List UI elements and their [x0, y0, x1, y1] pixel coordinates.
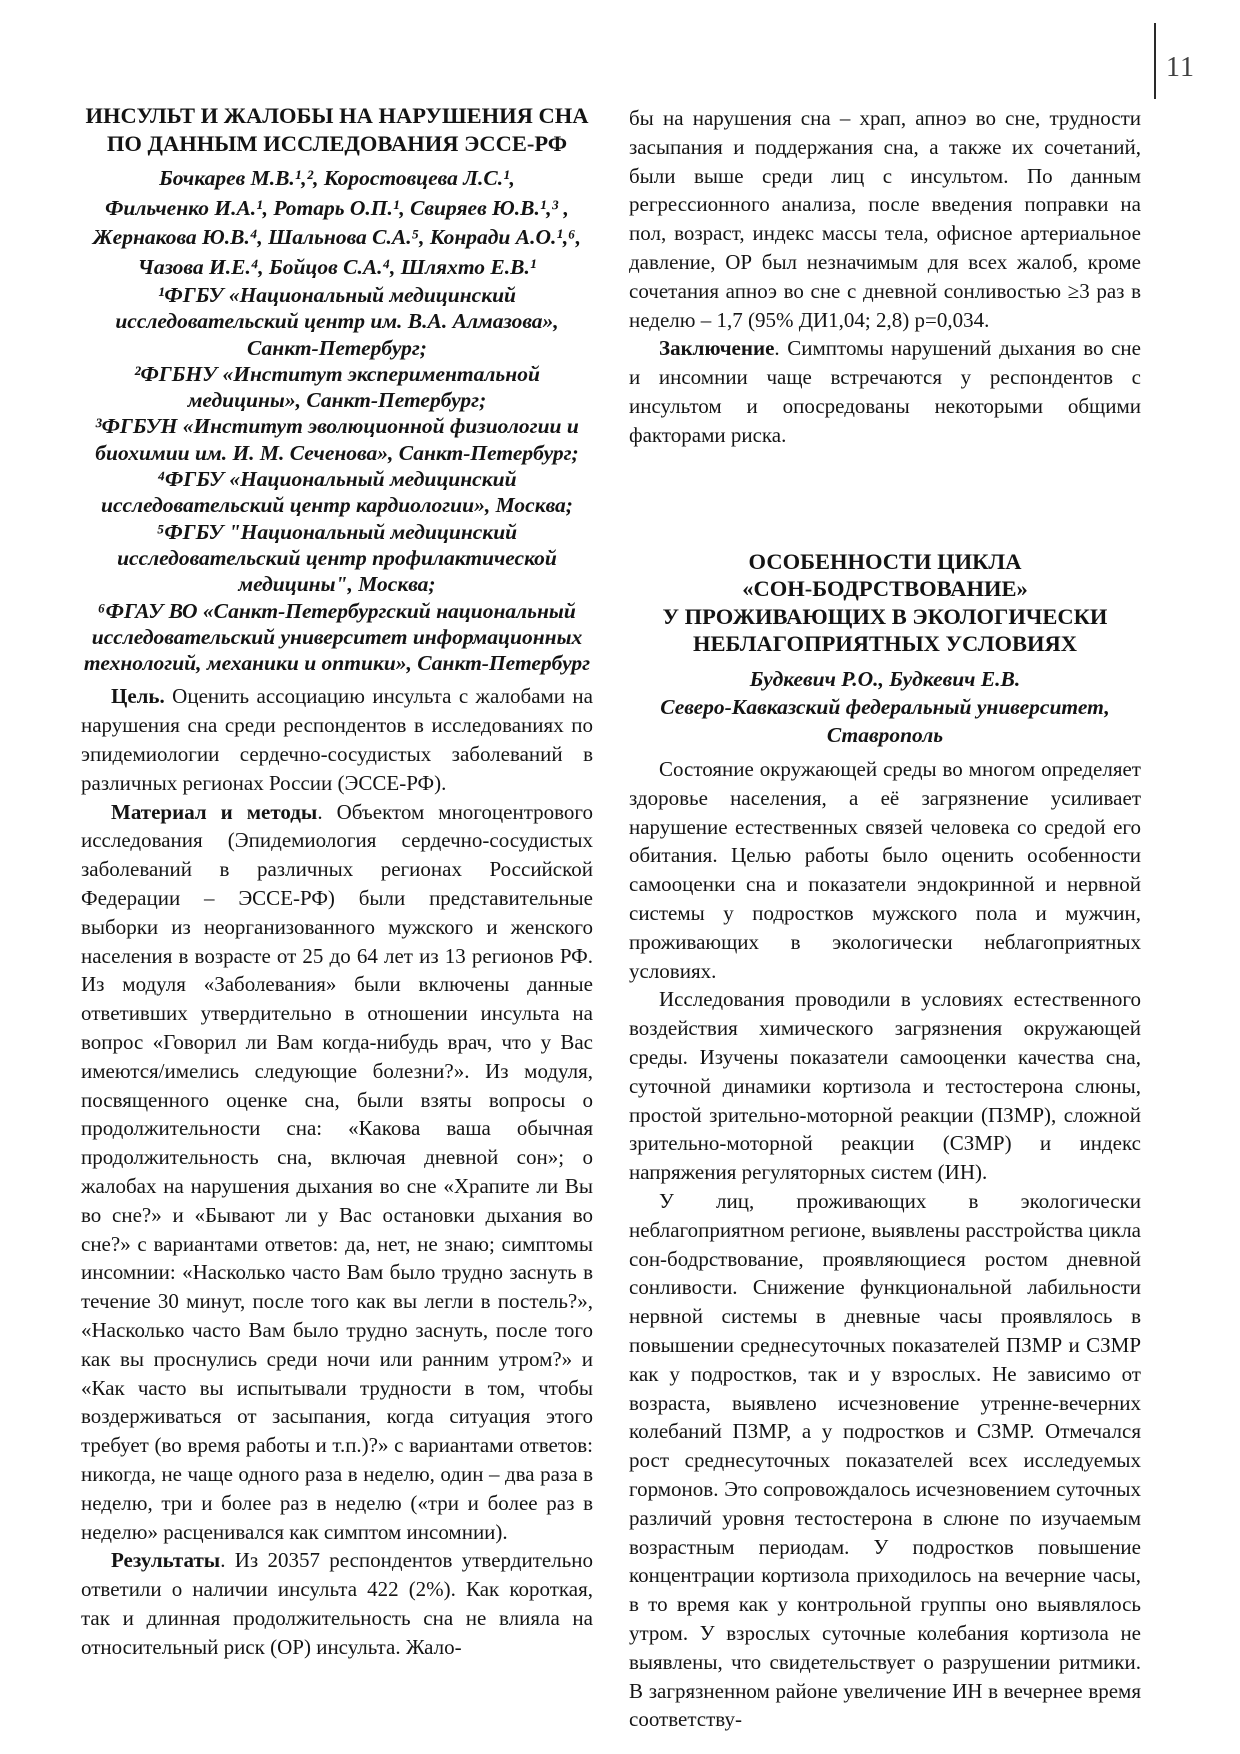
article2	[629, 548, 1141, 1735]
affiliation-5: ⁵ФГБУ "Национальный медицинский исследовательский центр профилактической медицины", Москва;	[117, 519, 557, 597]
results-text-left: . Из 20357 респондентов утвердительно ответили о наличии инсульта 422 (2%). Как короткая, так и длинная продолжительность сна не влияла на относительный риск (ОР) инсульта. Жало-	[81, 1548, 593, 1659]
article1-authors-line-1: Бочкарев М.В.¹,², Коростовцева Л.С.¹,	[159, 166, 515, 190]
affiliation-2: ²ФГБНУ «Институт экспериментальной медицины», Санкт-Петербург;	[134, 361, 540, 413]
article1-authors-line-4: Чазова И.Е.⁴, Бойцов С.А.⁴, Шляхто Е.В.¹	[137, 254, 537, 279]
affiliation-4: ⁴ФГБУ «Национальный медицинский исследовательский центр кардиологии», Москва;	[101, 467, 573, 518]
article2-title	[629, 548, 1141, 658]
conclusion-label: Заключение	[659, 336, 775, 361]
methods-paragraph	[81, 798, 593, 1547]
article1-title	[81, 102, 593, 157]
results-label: Результаты	[111, 1548, 221, 1573]
results-paragraph-continuation	[629, 104, 1141, 334]
page-number-divider	[1154, 23, 1156, 99]
article2-paragraph-2-text: Исследования проводили в условиях естественного воздействия химического загрязнения окружающей среды. Изучены показатели самооценки качества сна, суточной динамики кортизола и тестостерона слюны, простой зрительно-моторной реакции (ПЗМР), сложной зрительно-моторной реакции (СЗМР) и индекс напряжения регуляторных систем (ИН).	[629, 987, 1141, 1185]
article2-title-line-2: «СОН-БОДРСТВОВАНИЕ»	[742, 576, 1028, 602]
article2-paragraph-1-text: Состояние окружающей среды во многом определяет здоровье населения, а её загрязнение усиливает нарушение естественных связей человека со средой его обитания. Целью работы было оценить особенности самооценки сна и показатели эндокринной и нервной системы у подростков мужского пола и мужчин, проживающих в экологически неблагоприятных условиях.	[629, 757, 1141, 983]
article1-affiliations	[81, 282, 593, 676]
article2-title-line-3: У ПРОЖИВАЮЩИХ В ЭКОЛОГИЧЕСКИ	[662, 603, 1108, 629]
article2-paragraph-3	[629, 1187, 1141, 1734]
methods-text: . Объектом многоцентрового исследования (Эпидемиология сердечно-сосудистых заболеваний в различных регионах Российской Федерации – ЭССЕ-РФ) были представительные выборки из неорганизованного мужского и женского населения в возрасте от 25 до 64 лет из 13 регионов РФ. Из модуля «Заболевания» были включены данные ответивших утвердительно в отношении инсульта на вопрос «Говорил ли Вам когда-нибудь врач, что у Вас имеются/имелись следующие болезни?». Из модуля, посвященного оценке сна, были взяты вопросы о продолжительности сна: «Какова ваша обычная продолжительность сна, включая дневной сон»; о жалобах на нарушения дыхания во сне «Храпите ли Вы во сне?» и «Бывают ли у Вас остановки дыхания во сне?» с вариантами ответов: да, нет, не знаю; симптомы инсомнии: «Насколько часто Вам было трудно заснуть в течение 30 минут, после того как вы легли в постель?», «Насколько часто Вам было трудно заснуть, после того как вы проснулись среди ночи или ранним утром?» и «Как часто вы испытывали трудности в том, чтобы воздерживаться от засыпания, когда ситуация этого требует (во время работы и т.п.)?» с вариантами ответов: никогда, не чаще одного раза в неделю, один – два раза в неделю, три и более раз в неделю («три и более раз в неделю» расценивался как симптом инсомнии).	[81, 799, 593, 1544]
results-paragraph-left	[81, 1546, 593, 1661]
affiliation-3: ³ФГБУН «Институт эволюционной физиологии и биохимии им. И. М. Сеченова», Санкт-Петербург;	[95, 414, 579, 465]
goal-label: Цель.	[111, 684, 165, 709]
article2-title-line-4: НЕБЛАГОПРИЯТНЫХ УСЛОВИЯХ	[692, 631, 1078, 657]
affiliation-6: ⁶ФГАУ ВО «Санкт-Петербургский национальный исследовательский университет информационных технологий, механики и оптики», Санкт-Петербург	[83, 598, 591, 676]
article2-paragraph-3-text: У лиц, проживающих в экологически неблагоприятном регионе, выявлены расстройства цикла сон-бодрствование, проявляющиеся ростом дневной сонливости. Снижение функциональной лабильности нервной системы в дневные часы проявлялось в повышении среднесуточных показателей ПЗМР и СЗМР как у подростков, так и у взрослых. Не зависимо от возраста, выявлено исчезновение утренне-вечерних колебаний ПЗМР, а у подростков и СЗМР. Отмечался рост среднесуточных показателей всех исследуемых гормонов. Это сопровождалось исчезновением суточных различий уровня тестостерона в слюне по изучаемым возрастным периодам. У подростков повышение концентрации кортизола приходилось на вечерние часы, в то время как у контрольной группы оно выявлялось утром. У взрослых суточные колебания кортизола не выявлены, что свидетельствует о разрушении ритмики. В загрязненном районе увеличение ИН в вечернее время соответству-	[629, 1189, 1141, 1732]
left-column	[81, 0, 593, 1734]
page-number: 11	[1166, 52, 1195, 83]
article2-affiliation: Северо-Кавказский федеральный университет, Ставрополь	[660, 695, 1110, 747]
article1-authors	[81, 164, 593, 282]
article2-paragraph-2	[629, 985, 1141, 1187]
two-column-layout	[81, 0, 1141, 1734]
article1-authors-line-3: Жернакова Ю.В.⁴, Шальнова С.А.⁵, Конради А.О.¹,⁶,	[92, 225, 582, 249]
goal-text: Оценить ассоциацию инсульта с жалобами на нарушения сна среди респондентов в исследованиях по эпидемиологии сердечно-сосудистых заболеваний в различных регионах России (ЭССЕ-РФ).	[81, 684, 593, 795]
article1-authors-line-2: Фильченко И.А.¹, Ротарь О.П.¹, Свиряев Ю.В.¹,³ ,	[105, 195, 569, 220]
results-text-right: бы на нарушения сна – храп, апноэ во сне, трудности засыпания и поддержания сна, а также их сочетаний, были выше среди лиц с инсультом. По данным регрессионного анализа, после введения поправки на пол, возраст, индекс массы тела, офисное артериальное давление, ОР был незначимым для всех жалоб, кроме сочетания апноэ во сне с дневной сонливостью ≥3 раз в неделю – 1,7 (95% ДИ1,04; 2,8) p=0,034.	[629, 106, 1141, 332]
methods-label: Материал и методы	[111, 799, 318, 824]
affiliation-1: ¹ФГБУ «Национальный медицинский исследовательский центр им. В.А. Алмазова», Санкт-Петербург;	[115, 283, 559, 360]
article1-title-line-1: ИНСУЛЬТ И ЖАЛОБЫ НА НАРУШЕНИЯ СНА	[85, 103, 589, 128]
conclusion-paragraph	[629, 334, 1141, 449]
right-column	[629, 0, 1141, 1734]
goal-paragraph	[81, 682, 593, 797]
article2-paragraph-1	[629, 755, 1141, 985]
conclusion-text: . Симптомы нарушений дыхания во сне и инсомнии чаще встречаются у респондентов с инсультом и опосредованы некоторыми общими факторами риска.	[629, 336, 1141, 447]
article2-title-line-1: ОСОБЕННОСТИ ЦИКЛА	[748, 548, 1022, 574]
article1-title-line-2: ПО ДАННЫМ ИССЛЕДОВАНИЯ ЭССЕ-РФ	[106, 130, 568, 156]
article2-authors: Будкевич Р.О., Будкевич Е.В.	[749, 666, 1021, 691]
